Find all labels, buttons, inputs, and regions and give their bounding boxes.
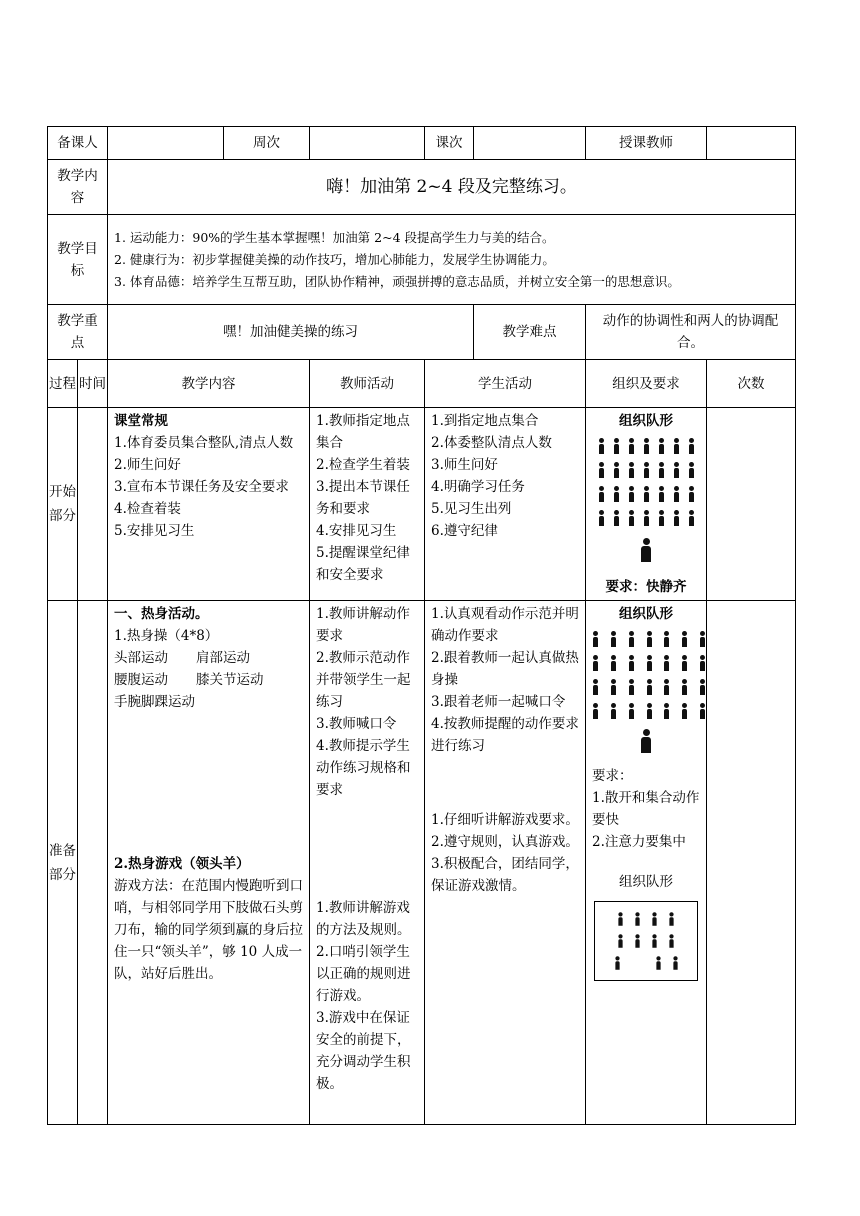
student-icon [628, 510, 635, 526]
student-icon [628, 462, 635, 478]
start-count [707, 408, 796, 601]
start-student-item: 5.见习生出列 [431, 501, 512, 517]
content-label: 教学内容 [48, 160, 108, 215]
preparer-value [108, 127, 224, 160]
formation-diagram [592, 631, 700, 759]
start-student-item: 6.遵守纪律 [431, 523, 498, 539]
prep-teacher [310, 601, 425, 1125]
formation-row [592, 703, 700, 727]
start-teacher-item: 4.安排见习生 [316, 523, 397, 539]
student-icon [643, 510, 650, 526]
start-student-item: 1.到指定地点集合 [431, 413, 539, 429]
student-icon [673, 462, 680, 478]
lesson-plan [47, 126, 795, 1125]
start-content-title: 课堂常规 [114, 413, 168, 429]
teacher-value [707, 127, 796, 160]
student-icon [673, 510, 680, 526]
student-icon [628, 703, 629, 719]
student-icon [669, 934, 675, 948]
student-icon [635, 934, 641, 948]
start-content-item: 2.师生问好 [114, 457, 181, 473]
student-icon [592, 679, 593, 695]
prep-count [707, 601, 796, 1125]
student-icon [699, 679, 700, 695]
key-value: 嘿！加油健美操的练习 [108, 305, 474, 360]
start-student [425, 408, 586, 601]
lesson-label: 课次 [425, 127, 474, 160]
objectives-row [48, 215, 796, 305]
column-header-row [48, 360, 796, 408]
header-row [48, 127, 796, 160]
formation-row [592, 510, 700, 534]
prep-label: 准备部分 [48, 601, 78, 1125]
content-title: 嗨！加油第 2~4 段及完整练习。 [108, 160, 796, 215]
student-icon [613, 462, 620, 478]
start-teacher-item: 3.提出本节课任务和要求 [316, 479, 410, 517]
student-icon [699, 631, 700, 647]
student-icon [598, 510, 605, 526]
col-count: 次数 [707, 360, 796, 408]
student-icon [592, 703, 593, 719]
student-icon [688, 462, 695, 478]
teacher-icon [640, 538, 652, 562]
game-teacher-item: 1.教师讲解游戏的方法及规则。 [316, 900, 411, 938]
student-icon [628, 486, 635, 502]
game-title: 2.热身游戏（领头羊） [114, 856, 250, 872]
objective-item: 3. 体育品德：培养学生互帮互助，团队协作精神，顽强拼搏的意志品质，并树立安全第一的思想意识。 [114, 273, 680, 289]
prep-org [586, 601, 707, 1125]
game-description: 游戏方法：在范围内慢跑听到口哨，与相邻同学用下肢做石头剪刀布，输的同学须到赢的身后拉住一只“领头羊”，够 10 人成一队，站好后胜出。 [114, 878, 303, 982]
student-icon [681, 655, 682, 671]
student-icon [681, 679, 682, 695]
prep-org-req: 2.注意力要集中 [592, 834, 686, 850]
week-value [310, 127, 425, 160]
warmup-title: 一、热身活动。 [114, 606, 209, 622]
student-icon [628, 655, 629, 671]
student-icon [663, 703, 664, 719]
student-icon [652, 912, 658, 926]
objective-item: 2. 健康行为：初步掌握健美操的动作技巧，增加心肺能力，发展学生协调能力。 [114, 251, 555, 267]
prep-time [78, 601, 108, 1125]
formation-row [595, 955, 697, 971]
formation-row [592, 438, 700, 462]
student-icon [672, 956, 678, 970]
student-icon [658, 510, 665, 526]
objectives-list [108, 215, 796, 305]
col-process: 过程 [48, 360, 78, 408]
difficulty-label: 教学难点 [474, 305, 586, 360]
start-teacher-item: 2.检查学生着装 [316, 457, 410, 473]
warmup-item: 肩部运动 [196, 650, 250, 666]
student-icon [669, 912, 675, 926]
student-icon [613, 438, 620, 454]
student-icon [658, 486, 665, 502]
student-icon [663, 679, 664, 695]
difficulty-value: 动作的协调性和两人的协调配合。 [586, 305, 796, 360]
formation-row [592, 631, 700, 655]
student-icon [688, 438, 695, 454]
formation-row [595, 933, 697, 949]
student-icon [613, 486, 620, 502]
game-student-item: 3.积极配合，团结同学，保证游戏激情。 [431, 856, 579, 894]
warmup-line [114, 647, 303, 669]
game-org-title: 组织队形 [619, 874, 673, 890]
start-section-row [48, 408, 796, 601]
objectives-label: 教学目标 [48, 215, 108, 305]
start-student-item: 2.体委整队清点人数 [431, 435, 552, 451]
start-org-requirement: 要求：快静齐 [605, 579, 687, 595]
student-icon [646, 703, 647, 719]
prep-section-row [48, 601, 796, 1125]
game-formation-box [594, 901, 698, 981]
student-icon [673, 486, 680, 502]
prep-teacher-item: 3.教师喊口令 [316, 716, 397, 732]
start-content-item: 5.安排见习生 [114, 523, 195, 539]
student-icon [610, 679, 611, 695]
warmup-item: 膝关节运动 [196, 672, 264, 688]
student-icon [658, 438, 665, 454]
game-student-item: 2.遵守规则，认真游戏。 [431, 834, 579, 850]
week-label: 周次 [224, 127, 310, 160]
key-row [48, 305, 796, 360]
student-icon [613, 510, 620, 526]
key-label: 教学重点 [48, 305, 108, 360]
warmup-subtitle: 1.热身操（4*8） [114, 628, 219, 644]
formation-row [592, 655, 700, 679]
prep-content [108, 601, 310, 1125]
student-icon [614, 956, 620, 970]
col-org: 组织及要求 [586, 360, 707, 408]
student-icon [655, 956, 661, 970]
prep-teacher-item: 2.教师示范动作并带领学生一起练习 [316, 650, 411, 710]
start-time [78, 408, 108, 601]
start-content [108, 408, 310, 601]
preparer-label: 备课人 [48, 127, 108, 160]
start-teacher-item: 1.教师指定地点集合 [316, 413, 410, 451]
student-icon [688, 510, 695, 526]
prep-student-item: 2.跟着教师一起认真做热身操 [431, 650, 579, 688]
prep-teacher-item: 1.教师讲解动作要求 [316, 606, 410, 644]
student-icon [610, 631, 611, 647]
lesson-value [474, 127, 586, 160]
start-student-item: 3.师生问好 [431, 457, 498, 473]
student-icon [699, 655, 700, 671]
warmup-line [114, 669, 303, 691]
prep-student-item: 3.跟着老师一起喊口令 [431, 694, 566, 710]
student-icon [646, 631, 647, 647]
student-icon [618, 934, 624, 948]
formation-diagram [592, 438, 700, 570]
formation-row [595, 911, 697, 927]
student-icon [635, 912, 641, 926]
warmup-item: 手腕脚踝运动 [114, 694, 195, 710]
student-icon [598, 462, 605, 478]
student-icon [628, 631, 629, 647]
warmup-item: 头部运动 [114, 650, 168, 666]
start-content-item: 4.检查着装 [114, 501, 181, 517]
student-icon [681, 703, 682, 719]
col-teacher: 教师活动 [310, 360, 425, 408]
warmup-item: 腰腹运动 [114, 672, 168, 688]
game-teacher-item: 3.游戏中在保证安全的前提下，充分调动学生积极。 [316, 1010, 411, 1092]
prep-student-item: 1.认真观看动作示范并明确动作要求 [431, 606, 579, 644]
student-icon [673, 438, 680, 454]
game-teacher-item: 2.口哨引领学生以正确的规则进行游戏。 [316, 944, 411, 1004]
student-icon [663, 655, 664, 671]
student-icon [652, 934, 658, 948]
student-icon [699, 703, 700, 719]
student-icon [643, 438, 650, 454]
game-student-item: 1.仔细听讲解游戏要求。 [431, 812, 579, 828]
start-teacher [310, 408, 425, 601]
prep-org-title: 组织队形 [619, 606, 673, 622]
prep-org-req: 要求： [592, 768, 633, 784]
start-org [586, 408, 707, 601]
col-content: 教学内容 [108, 360, 310, 408]
formation-row [592, 679, 700, 703]
prep-student [425, 601, 586, 1125]
teacher-label: 授课教师 [586, 127, 707, 160]
objective-item: 1. 运动能力：90%的学生基本掌握嘿！加油第 2~4 段提高学生力与美的结合。 [114, 229, 555, 245]
prep-org-req: 1.散开和集合动作要快 [592, 790, 700, 828]
start-content-item: 1.体育委员集合整队,清点人数 [114, 435, 294, 451]
student-icon [688, 486, 695, 502]
student-icon [628, 679, 629, 695]
student-icon [628, 438, 635, 454]
student-icon [643, 462, 650, 478]
student-icon [646, 655, 647, 671]
content-row [48, 160, 796, 215]
student-icon [592, 655, 593, 671]
student-icon [610, 703, 611, 719]
student-icon [681, 631, 682, 647]
student-icon [663, 631, 664, 647]
start-content-item: 3.宣布本节课任务及安全要求 [114, 479, 289, 495]
prep-student-item: 4.按教师提醒的动作要求进行练习 [431, 716, 579, 754]
student-icon [598, 438, 605, 454]
student-icon [618, 912, 624, 926]
col-student: 学生活动 [425, 360, 586, 408]
student-icon [610, 655, 611, 671]
start-teacher-item: 5.提醒课堂纪律和安全要求 [316, 545, 410, 583]
student-icon [643, 486, 650, 502]
start-student-item: 4.明确学习任务 [431, 479, 525, 495]
student-icon [592, 631, 593, 647]
student-icon [658, 462, 665, 478]
student-icon [646, 679, 647, 695]
start-label: 开始部分 [48, 408, 78, 601]
col-time: 时间 [78, 360, 108, 408]
student-icon [598, 486, 605, 502]
formation-row [592, 486, 700, 510]
teacher-icon [640, 729, 652, 753]
formation-row [592, 462, 700, 486]
lesson-plan-table [47, 126, 796, 1125]
prep-teacher-item: 4.教师提示学生动作练习规格和要求 [316, 738, 411, 798]
start-org-title: 组织队形 [619, 413, 673, 429]
